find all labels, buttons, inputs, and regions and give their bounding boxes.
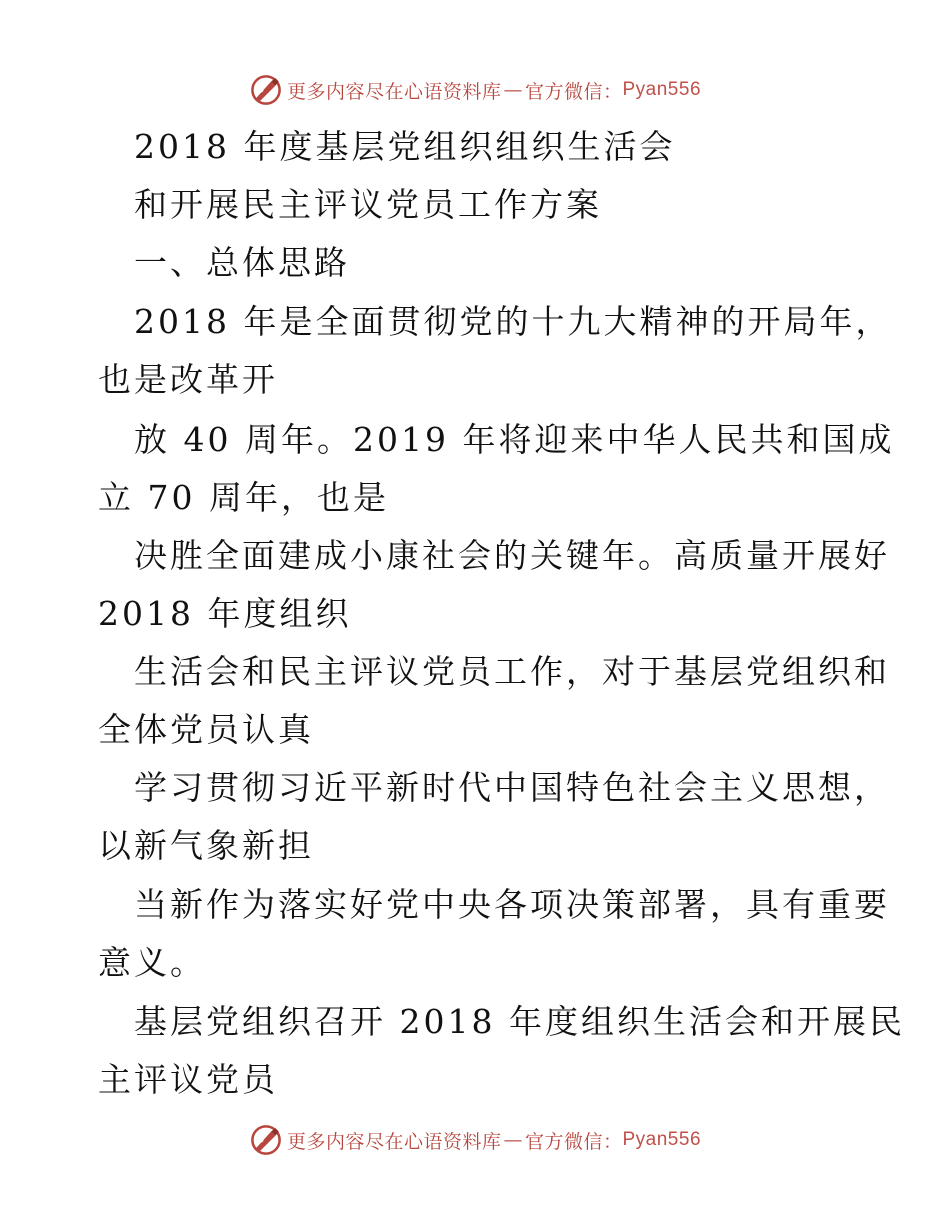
paragraph-line: 立 70 周年，也是 bbox=[98, 478, 389, 517]
doc-title-line-2: 和开展民主评议党员工作方案 bbox=[134, 185, 602, 224]
paragraph-line: 当新作为落实好党中央各项决策部署，具有重要 bbox=[134, 885, 890, 924]
paragraph-line: 2018 年是全面贯彻党的十九大精神的开局年， bbox=[134, 302, 892, 341]
paragraph-line: 也是改革开 bbox=[98, 360, 278, 399]
banner-wechat-label: 官方微信： bbox=[524, 1130, 623, 1153]
paragraph-line: 以新气象新担 bbox=[98, 826, 314, 865]
paragraph-line: 全体党员认真 bbox=[98, 710, 314, 749]
paragraph-line: 放 40 周年。2019 年将迎来中华人民共和国成 bbox=[134, 420, 895, 459]
banner-separator: — bbox=[503, 1129, 523, 1151]
pen-logo-icon bbox=[249, 73, 283, 107]
banner-text: 更多内容尽在心语资料库 bbox=[286, 80, 502, 103]
paragraph-line: 基层党组织召开 2018 年度组织生活会和开展民 bbox=[134, 1002, 905, 1041]
paragraph-line: 2018 年度组织 bbox=[98, 594, 352, 633]
banner-wechat-label: 官方微信： bbox=[524, 80, 623, 103]
paragraph-line: 生活会和民主评议党员工作，对于基层党组织和 bbox=[134, 652, 890, 691]
footer-banner bbox=[0, 1120, 950, 1160]
section-heading: 一、总体思路 bbox=[134, 243, 350, 282]
paragraph-line: 意义。 bbox=[98, 943, 206, 982]
doc-title-line-1: 2018 年度基层党组织组织生活会 bbox=[134, 127, 676, 166]
paragraph-line: 主评议党员 bbox=[98, 1060, 278, 1099]
banner-text: 更多内容尽在心语资料库 bbox=[286, 1130, 502, 1153]
pen-logo-icon bbox=[249, 1123, 283, 1157]
banner-account: Pyan556 bbox=[622, 1129, 702, 1150]
header-banner bbox=[0, 70, 950, 110]
paragraph-line: 决胜全面建成小康社会的关键年。高质量开展好 bbox=[134, 536, 890, 575]
paragraph-line: 学习贯彻习近平新时代中国特色社会主义思想， bbox=[134, 768, 890, 807]
banner-separator: — bbox=[503, 79, 523, 101]
banner-account: Pyan556 bbox=[622, 79, 702, 100]
